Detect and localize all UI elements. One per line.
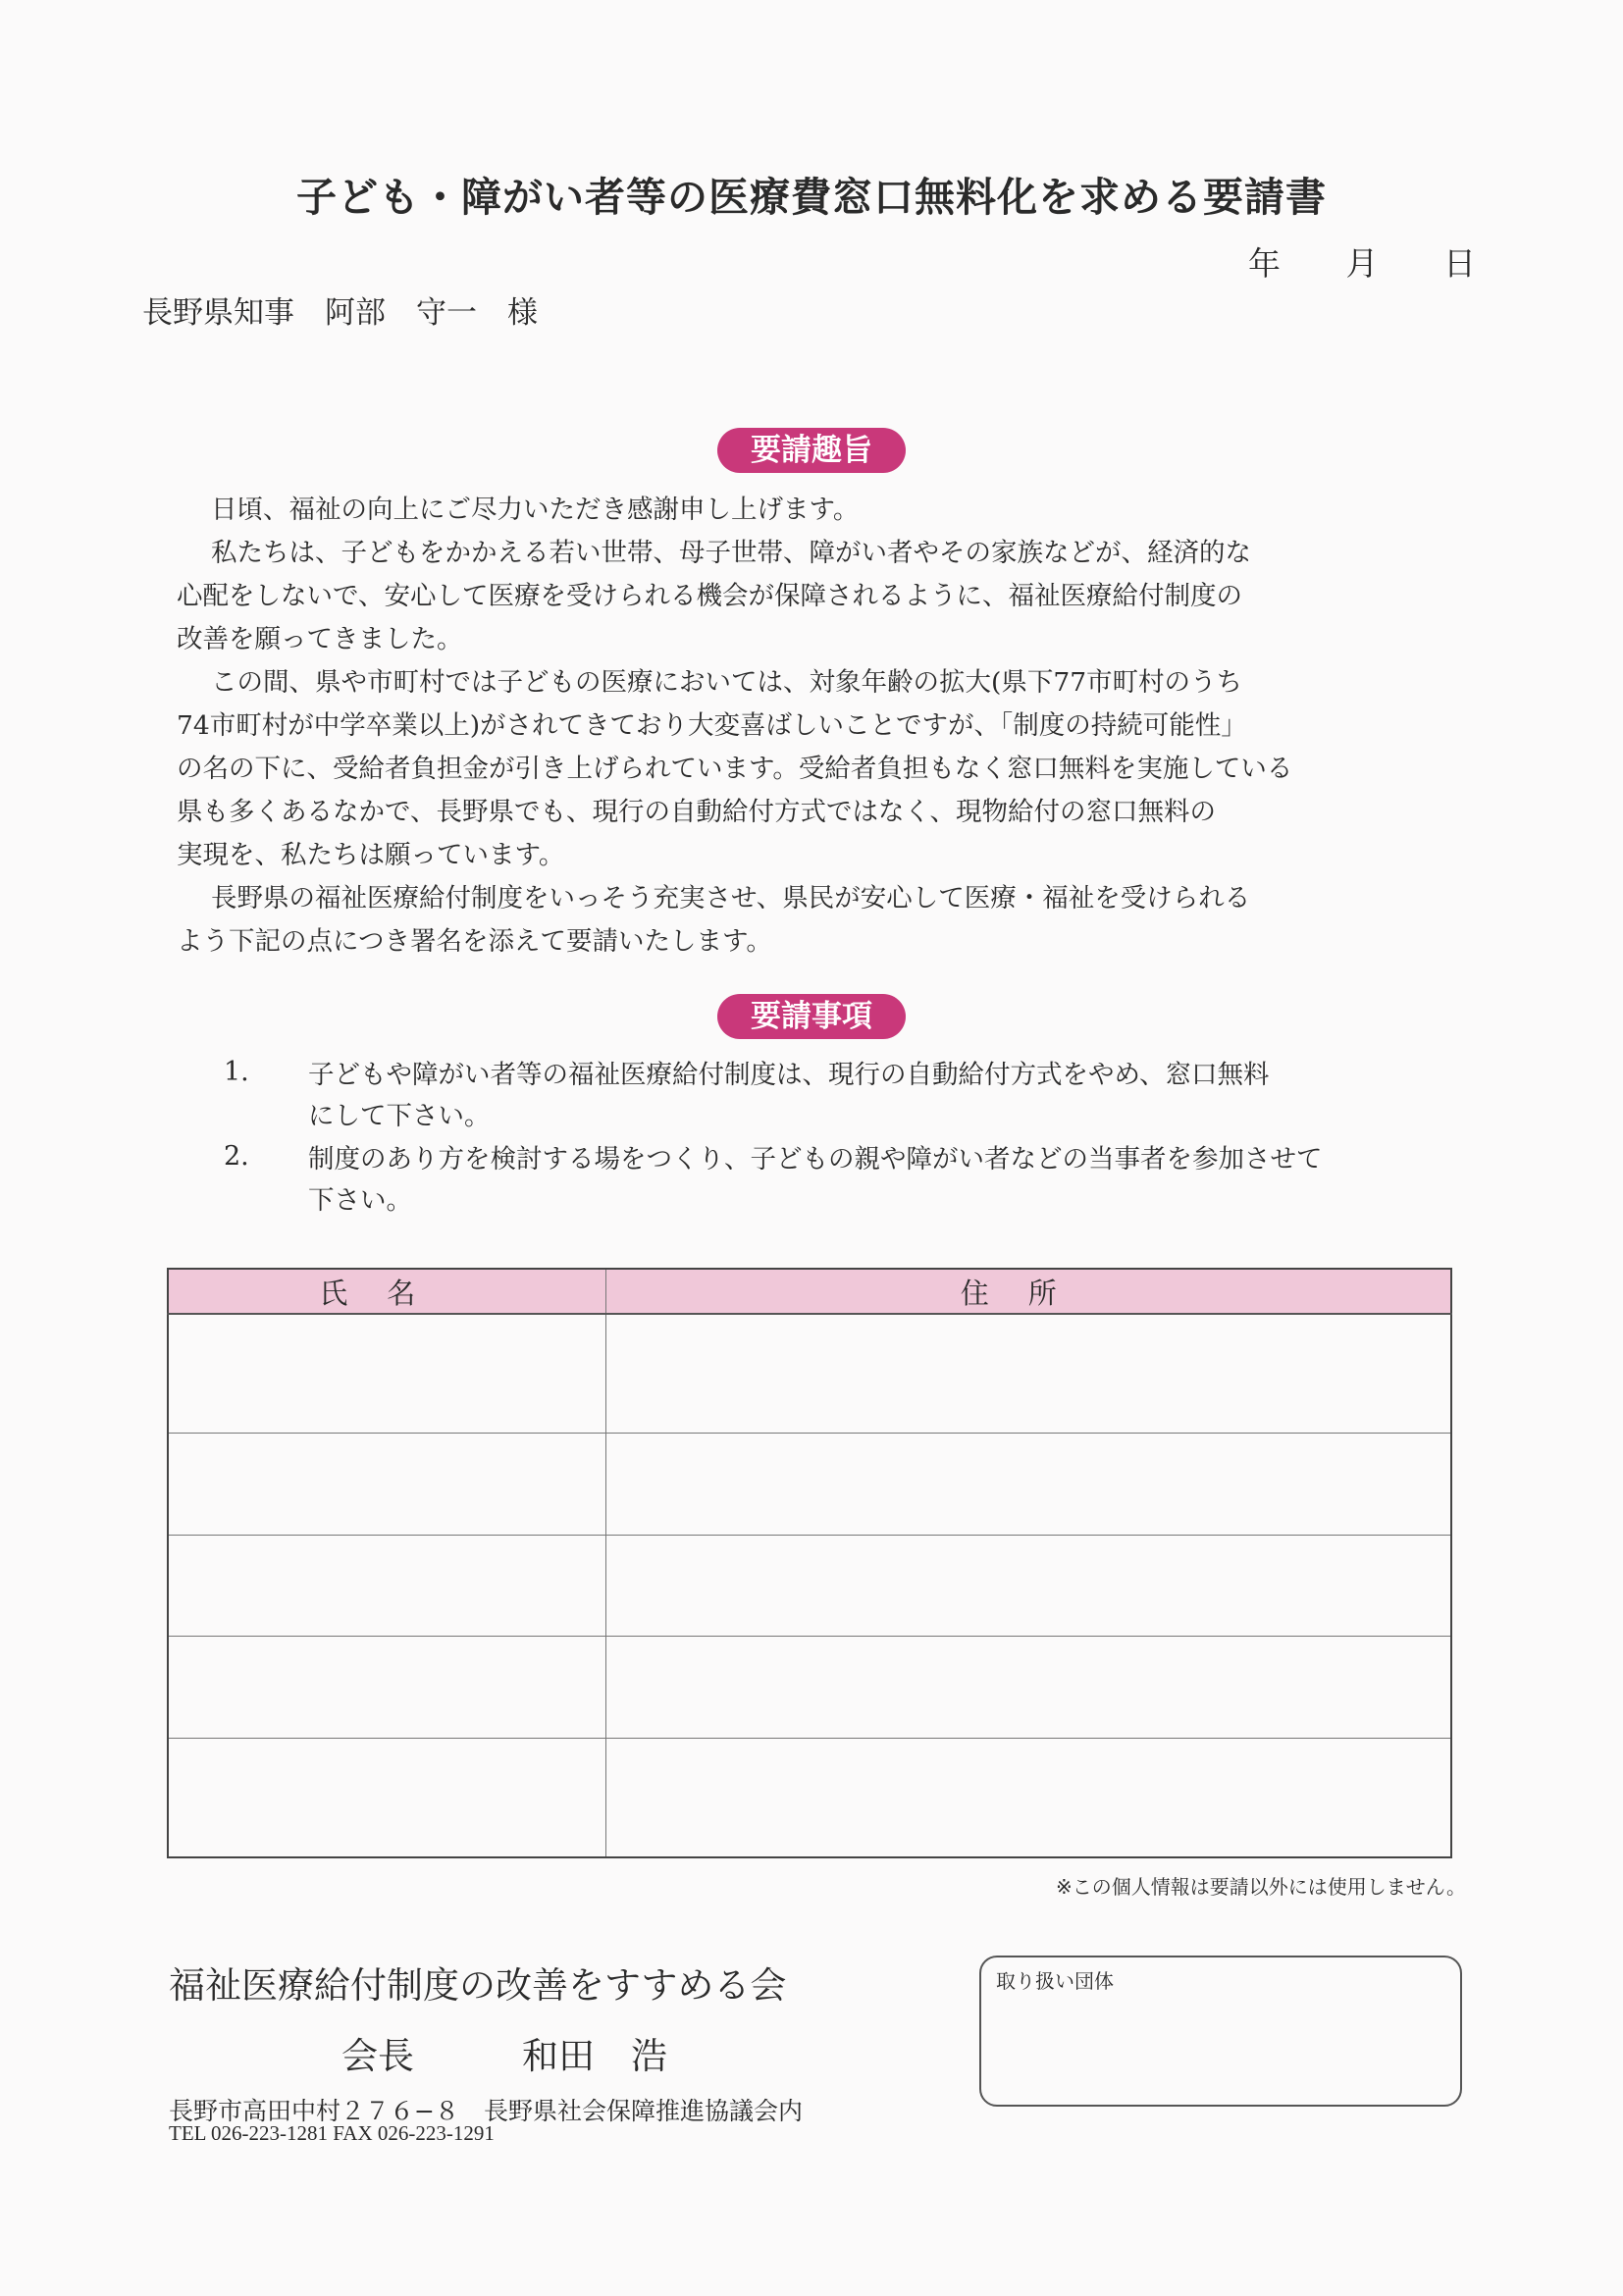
request-line: 子どもや障がい者等の福祉医療給付制度は、現行の自動給付方式をやめ、窓口無料 — [308, 1060, 1270, 1090]
name-cell[interactable] — [168, 1433, 605, 1535]
column-header-address: 住所 — [605, 1269, 1451, 1314]
name-cell[interactable] — [168, 1535, 605, 1637]
purpose-line: 改善を願ってきました。 — [177, 624, 463, 654]
address-cell[interactable] — [605, 1535, 1451, 1637]
purpose-line: 74市町村が中学卒業以上)がされてきており大変喜ばしいことですが、「制度の持続可能性」 — [177, 710, 1247, 741]
request-line: 下さい。 — [308, 1185, 412, 1216]
address-cell[interactable] — [605, 1314, 1451, 1433]
purpose-line: よう下記の点につき署名を添えて要請いたします。 — [177, 926, 772, 957]
addressee: 長野県知事 阿部 守一 様 — [142, 295, 538, 331]
purpose-paragraph-4 — [177, 877, 1251, 964]
signature-row — [168, 1535, 1451, 1637]
chair-line — [341, 2026, 667, 2079]
signature-row — [168, 1314, 1451, 1433]
purpose-line: 県も多くあるなかで、長野県でも、現行の自動給付方式ではなく、現物給付の窓口無料の — [177, 797, 1216, 827]
request-number: 1. — [224, 1057, 249, 1087]
name-cell[interactable] — [168, 1637, 605, 1739]
name-cell[interactable] — [168, 1739, 605, 1857]
requests-heading-badge: 要請事項 — [717, 994, 906, 1039]
organization-name: 福祉医療給付制度の改善をすすめる会 — [169, 1964, 787, 2007]
purpose-line: 長野県の福祉医療給付制度をいっそう充実させ、県民が安心して医療・福祉を受けられる — [211, 883, 1251, 913]
signature-row — [168, 1637, 1451, 1739]
date-day: 日 — [1443, 244, 1476, 283]
column-header-name: 氏名 — [168, 1269, 605, 1314]
request-number: 2. — [224, 1141, 249, 1172]
date-month: 月 — [1345, 244, 1379, 283]
address-cell[interactable] — [605, 1433, 1451, 1535]
purpose-line: この間、県や市町村では子どもの医療においては、対象年齢の拡大(県下77市町村のうち — [211, 667, 1243, 698]
purpose-line: 心配をしないで、安心して医療を受けられる機会が保障されるように、福祉医療給付制度の — [177, 581, 1242, 611]
purpose-line: 私たちは、子どもをかかえる若い世帯、母子世帯、障がい者やその家族などが、経済的な — [211, 538, 1251, 568]
purpose-line: 実現を、私たちは願っています。 — [177, 840, 565, 870]
purpose-line: の名の下に、受給者負担金が引き上げられています。受給者負担もなく窓口無料を実施している — [177, 754, 1293, 784]
name-cell[interactable] — [168, 1314, 605, 1433]
date-line — [1193, 238, 1476, 285]
signature-row — [168, 1739, 1451, 1857]
purpose-paragraph-3 — [177, 661, 1293, 877]
request-item-1 — [308, 1055, 1437, 1137]
handler-box-label: 取り扱い団体 — [996, 1969, 1114, 1993]
chair-title: 会長 — [341, 2035, 414, 2077]
request-line: にして下さい。 — [308, 1101, 491, 1131]
request-line: 制度のあり方を検討する場をつくり、子どもの親や障がい者などの当事者を参加させて — [308, 1144, 1323, 1174]
request-item-2 — [308, 1139, 1437, 1222]
signature-table — [167, 1268, 1452, 1858]
signature-table-header — [168, 1269, 1451, 1314]
bleed-through-ghost — [137, 422, 179, 558]
date-year: 年 — [1248, 244, 1281, 283]
address-cell[interactable] — [605, 1637, 1451, 1739]
purpose-paragraph-2 — [177, 532, 1251, 661]
address-cell[interactable] — [605, 1739, 1451, 1857]
organization-address: 長野市高田中村２７６−８ 長野県社会保障推進協議会内 — [169, 2097, 803, 2125]
signature-row — [168, 1433, 1451, 1535]
privacy-note: ※この個人情報は要請以外には使用しません。 — [1056, 1875, 1466, 1899]
purpose-paragraph-1 — [211, 489, 859, 532]
purpose-line: 日頃、福祉の向上にご尽力いただき感謝申し上げます。 — [211, 495, 860, 525]
document-title: 子ども・障がい者等の医療費窓口無料化を求める要請書 — [296, 174, 1327, 221]
organization-contact: TEL 026-223-1281 FAX 026-223-1291 — [169, 2121, 495, 2145]
chair-name: 和田 浩 — [522, 2035, 667, 2077]
purpose-heading-badge: 要請趣旨 — [717, 428, 906, 473]
